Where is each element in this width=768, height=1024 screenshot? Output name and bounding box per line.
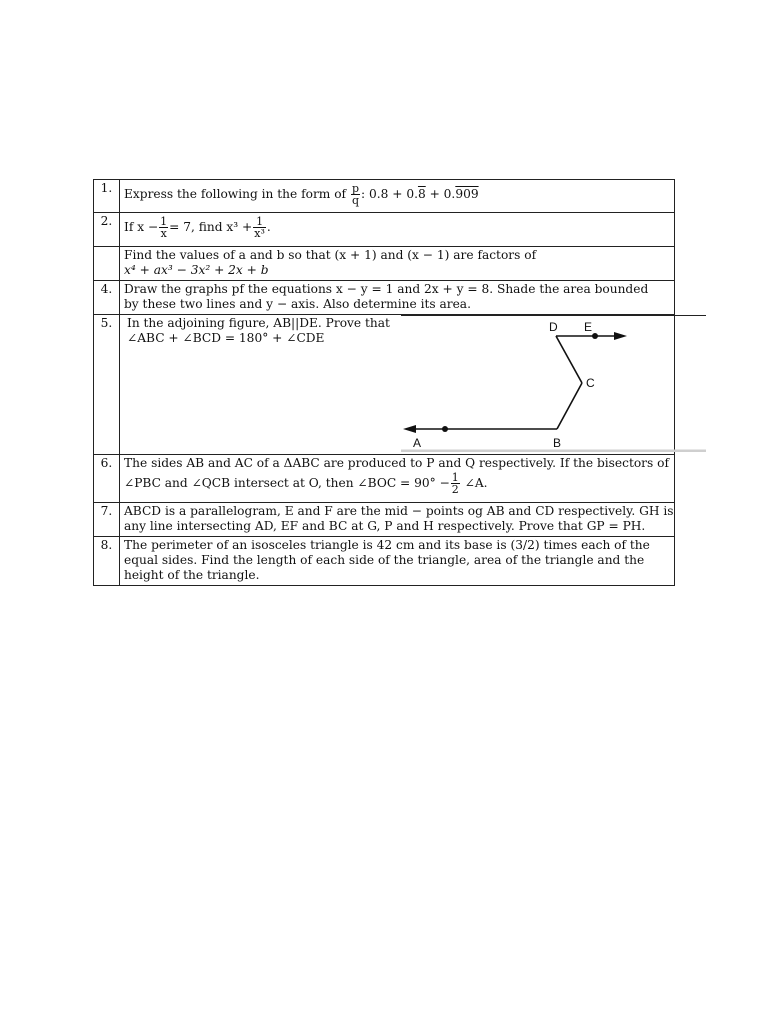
label-e: E	[584, 320, 593, 334]
question-text	[120, 455, 675, 503]
question-number: 8.	[94, 537, 120, 586]
question-text-part: ∠A.	[460, 476, 488, 490]
label-a: A	[413, 436, 422, 450]
label-c: C	[586, 376, 595, 390]
fraction-numerator: 1	[160, 215, 168, 228]
question-text	[120, 180, 675, 213]
question-line: In the adjoining figure, AB||DE. Prove that	[127, 316, 390, 330]
fraction-denominator: 2	[451, 483, 459, 496]
fraction-denominator: x	[160, 227, 167, 240]
fraction	[253, 216, 266, 239]
question-number	[94, 247, 120, 281]
fraction-denominator: q	[351, 194, 359, 207]
question-row-4	[94, 281, 675, 315]
question-text	[120, 503, 675, 537]
fraction-numerator: 1	[451, 471, 459, 484]
question-number: 4.	[94, 281, 120, 315]
question-row-3	[94, 247, 675, 281]
question-line: ∠ABC + ∠BCD = 180° + ∠CDE	[127, 331, 325, 345]
ray-ba	[403, 425, 557, 433]
question-row-2	[94, 213, 675, 247]
label-d: D	[549, 320, 558, 334]
question-text-part: : 0.8 + 0.	[361, 187, 418, 201]
question-row-7	[94, 503, 675, 537]
question-text-part: + 0.	[425, 187, 456, 201]
fraction-denominator: x³	[254, 227, 265, 240]
question-text	[120, 247, 675, 281]
question-text-part: = 7, find x³ +	[169, 220, 253, 234]
question-text-part: Express the following in the form of	[124, 187, 350, 201]
question-row-6	[94, 455, 675, 503]
question-line: The perimeter of an isosceles triangle is 42 cm and its base is (3/2) times each of the	[124, 538, 650, 552]
question-line: by these two lines and y − axis. Also determine its area.	[124, 297, 471, 311]
repeating-digit: 8	[417, 187, 426, 201]
question-text	[120, 537, 675, 586]
question-line: Draw the graphs pf the equations x − y = 1 and 2x + y = 8. Shade the area bounded	[124, 282, 649, 296]
question-row-8	[94, 537, 675, 586]
question-number: 6.	[94, 455, 120, 503]
question-text-part: ∠PBC and ∠QCB intersect at O, then ∠BOC = 90° −	[124, 476, 450, 490]
fraction-numerator: p	[351, 182, 359, 195]
question-table	[93, 179, 675, 586]
fraction	[159, 216, 168, 239]
question-line: height of the triangle.	[124, 568, 260, 582]
question-number: 7.	[94, 503, 120, 537]
question-line: any line intersecting AD, EF and BC at G, P and H respectively. Prove that GP = PH.	[124, 519, 646, 533]
question-text-part: If x −	[124, 220, 159, 234]
fraction-numerator: 1	[253, 216, 266, 228]
label-b: B	[553, 436, 562, 450]
question-line: The sides AB and AC of a ΔABC are produced to P and Q respectively. If the bisectors of	[124, 456, 669, 470]
repeating-digits: 909	[455, 187, 479, 201]
segment-cb	[557, 383, 582, 429]
question-line: ABCD is a parallelogram, E and F are the mid − points og AB and CD respectively. GH is	[124, 504, 674, 518]
question-text	[120, 213, 675, 247]
question-line: equal sides. Find the length of each side of the triangle, area of the triangle and the	[124, 553, 645, 567]
question-number: 5.	[94, 315, 120, 455]
question-line: Find the values of a and b so that (x + 1) and (x − 1) are factors of	[124, 248, 537, 262]
polynomial-expression: x⁴ + ax³ − 3x² + 2x + b	[124, 263, 269, 277]
question-text	[120, 281, 675, 315]
question-row-1	[94, 180, 675, 213]
question-text	[120, 315, 675, 455]
fraction	[351, 183, 360, 206]
question-number: 1.	[94, 180, 120, 213]
question-row-5	[94, 315, 675, 455]
question-number: 2.	[94, 213, 120, 247]
question-text-part: .	[266, 220, 271, 234]
fraction	[451, 472, 460, 495]
